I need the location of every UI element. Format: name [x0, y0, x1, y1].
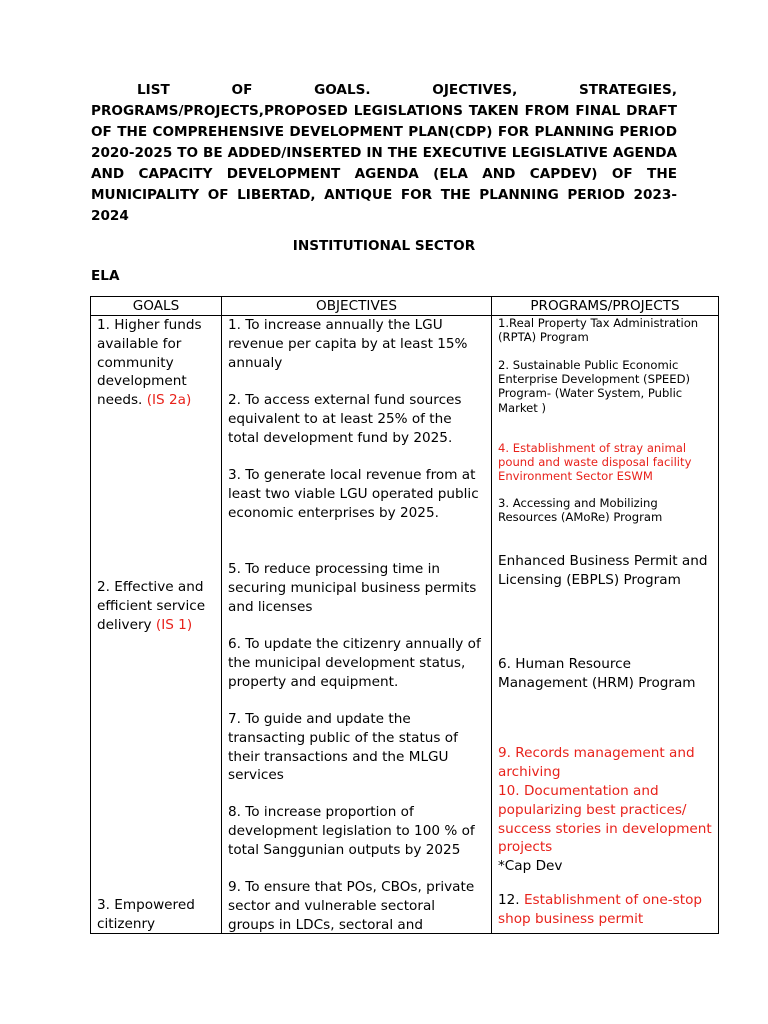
goal-item: 1. Higher funds available for community development needs. (IS 2a)	[97, 317, 202, 409]
program-item: 12. Establishment of one-stop shop business permit	[498, 892, 703, 927]
objective-item: 5. To reduce processing time in securing municipal business permits and licenses	[228, 561, 477, 615]
table-row	[91, 316, 719, 934]
ela-heading: ELA	[91, 268, 120, 284]
objective-item: 6. To update the citizenry annually of the municipal development status, property and equipment.	[228, 636, 481, 690]
programs-header: PROGRAMS/PROJECTS	[492, 297, 719, 316]
program-item: 10. Documentation and popularizing best practices/ success stories in development projects	[498, 783, 712, 856]
title-first-line: LIST OF GOALS. OJECTIVES, STRATEGIES,	[137, 82, 677, 98]
table-header-row	[91, 297, 719, 316]
title-body: PROGRAMS/PROJECTS,PROPOSED LEGISLATIONS TAKEN FROM FINAL DRAFT OF THE COMPREHENSIVE DEVELOPMENT PLAN(CDP) FOR PLANNING PERIOD 2020-2025 TO BE ADDED/INSERTED IN THE EXECUTIVE LEGISLATIVE AGENDA AND CAPACITY DEVELOPMENT AGENDA (ELA AND CAPDEV) OF THE MUNICIPALITY OF LIBERTAD, ANTIQUE FOR THE PLANNING PERIOD 2023-2024	[91, 103, 677, 224]
sector-heading: INSTITUTIONAL SECTOR	[292, 238, 476, 254]
program-item: 4. Establishment of stray animal pound and waste disposal facility Environment Sector ESWM	[498, 441, 692, 484]
goal-item: 3. Empowered citizenry	[97, 897, 195, 932]
goal-item: 2. Effective and efficient service delivery (IS 1)	[97, 579, 206, 633]
program-item: 6. Human Resource Management (HRM) Program	[498, 656, 696, 691]
objective-item: 7. To guide and update the transacting public of the status of their transactions and the MLGU services	[228, 711, 458, 784]
programs-cell	[492, 316, 719, 934]
objective-item: 8. To increase proportion of development legislation to 100 % of total Sanggunian outputs by 2025	[228, 804, 475, 858]
document-title	[91, 80, 677, 227]
ela-table	[90, 296, 719, 934]
goals-header: GOALS	[91, 297, 222, 316]
objective-item: 3. To generate local revenue from at least two viable LGU operated public economic enterprises by 2025.	[228, 467, 479, 521]
objective-item: 9. To ensure that POs, CBOs, private sector and vulnerable sectoral groups in LDCs, sectoral and	[228, 879, 475, 932]
goals-cell	[91, 316, 222, 934]
program-item: 3. Accessing and Mobilizing Resources (AMoRe) Program	[498, 496, 663, 525]
objective-item: 1. To increase annually the LGU revenue per capita by at least 15% annualy	[228, 317, 468, 371]
objectives-cell	[222, 316, 492, 934]
objectives-header: OBJECTIVES	[222, 297, 492, 316]
program-item: 1.Real Property Tax Administration (RPTA) Program	[498, 316, 699, 345]
program-item: 9. Records management and archiving	[498, 745, 695, 780]
program-item: Enhanced Business Permit and Licensing (EBPLS) Program	[498, 553, 708, 588]
program-item: 2. Sustainable Public Economic Enterprise Development (SPEED) Program- (Water System, Public Market )	[498, 358, 691, 415]
capdev-note: *Cap Dev	[498, 858, 563, 874]
objective-item: 2. To access external fund sources equivalent to at least 25% of the total development fund by 2025.	[228, 392, 462, 446]
